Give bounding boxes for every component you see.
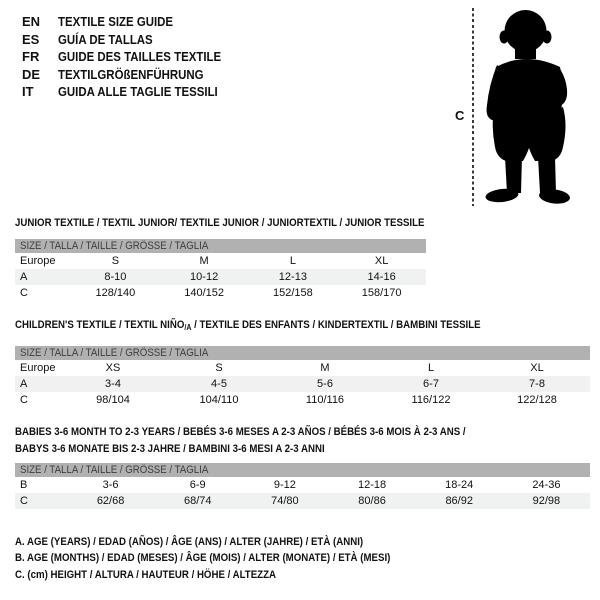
guide-title-en: TEXTILE SIZE GUIDE bbox=[58, 14, 174, 29]
size-cell: XS bbox=[105, 362, 121, 374]
language-row-de bbox=[22, 66, 243, 84]
row-label: B bbox=[20, 479, 28, 491]
table-row-age bbox=[15, 376, 590, 392]
children-table-title-text: CHILDREN'S TEXTILE / TEXTIL $NIÑO_{/A}$ / TEXTILE DES ENFANTS / KINDERTEXTIL / BAMBINI TESSILE bbox=[15, 319, 481, 332]
size-cell: S bbox=[215, 362, 223, 374]
height-cell: 74/80 bbox=[241, 493, 328, 509]
height-cell: 98/104 bbox=[96, 394, 130, 406]
size-header-label: SIZE / TALLA / TAILLE / GRÖSSE / TAGLIA bbox=[20, 464, 209, 476]
height-cell: 152/158 bbox=[272, 287, 313, 299]
size-cell: XL bbox=[530, 362, 544, 374]
footnote-age-years: A. AGE (YEARS) / EDAD (AÑOS) / ÂGE (ANS) / ALTER (JAHRE) / ETÀ (ANNI) bbox=[15, 536, 364, 548]
nino-a-subscript: /A bbox=[184, 323, 192, 332]
months-cell: 3-6 bbox=[102, 479, 119, 491]
footnote-height-cm: C. (cm) HEIGHT / ALTURA / HAUTEUR / HÖHE / ALTEZZA bbox=[15, 568, 277, 581]
age-cell: 10-12 bbox=[160, 269, 249, 285]
size-cell: L bbox=[427, 362, 435, 374]
months-cell: 18-24 bbox=[445, 479, 474, 491]
language-row-es bbox=[22, 31, 243, 49]
junior-table-title-text: JUNIOR TEXTILE / TEXTIL JUNIOR/ TEXTILE JUNIOR / JUNIORTEXTIL / JUNIOR TESSILE bbox=[15, 217, 425, 229]
language-row-en bbox=[22, 13, 243, 31]
children-table-title bbox=[15, 319, 544, 332]
table-row-months bbox=[15, 477, 590, 493]
language-code: FR bbox=[22, 49, 40, 65]
babies-size-table bbox=[15, 463, 590, 509]
height-cell: 140/152 bbox=[184, 287, 224, 299]
guide-title-es: GUÍA DE TALLAS bbox=[58, 31, 153, 47]
babies-table-title bbox=[15, 424, 527, 457]
table-row-age bbox=[15, 269, 426, 285]
row-label: A bbox=[15, 376, 60, 392]
language-title-list bbox=[22, 13, 243, 101]
size-header-bar bbox=[15, 239, 426, 253]
height-cell: 62/68 bbox=[67, 493, 154, 509]
height-measure-label: C bbox=[455, 108, 465, 123]
age-cell: 14-16 bbox=[337, 269, 426, 285]
months-cell: 24-36 bbox=[532, 479, 561, 491]
footnote-age-months: B. AGE (MONTHS) / EDAD (MESES) / ÂGE (MOIS) / ALTER (MONATE) / ETÀ (MESI) bbox=[15, 552, 391, 565]
age-cell: 4-5 bbox=[166, 376, 272, 392]
language-code: EN bbox=[22, 14, 41, 29]
height-cell: 110/116 bbox=[305, 394, 345, 406]
table-row-height bbox=[15, 285, 426, 301]
table-row-europe bbox=[15, 360, 590, 376]
guide-title-de: TEXTILGRÖßENFÜHRUNG bbox=[58, 66, 204, 82]
babies-title-line1: BABIES 3-6 MONTH TO 2-3 YEARS / BEBÉS 3-6 MESES A 2-3 AÑOS / BÉBÉS 3-6 MOIS À 2-3 ANS / bbox=[15, 426, 466, 438]
language-code: IT bbox=[22, 84, 34, 100]
language-code: DE bbox=[22, 66, 41, 82]
row-label: C bbox=[20, 287, 28, 299]
size-header-label: SIZE / TALLA / TAILLE / GRÖSSE / TAGLIA bbox=[20, 240, 209, 252]
age-cell: 6-7 bbox=[378, 376, 484, 392]
height-cell: 158/170 bbox=[361, 287, 402, 299]
language-code: ES bbox=[22, 31, 40, 47]
size-header-bar bbox=[15, 346, 590, 360]
height-cell: 128/140 bbox=[95, 287, 136, 299]
table-row-height bbox=[15, 392, 590, 408]
size-cell: S bbox=[111, 255, 120, 267]
age-cell: 7-8 bbox=[484, 376, 590, 392]
junior-table-title bbox=[15, 217, 480, 229]
months-cell: 9-12 bbox=[273, 479, 296, 491]
children-size-table bbox=[15, 346, 590, 408]
row-label: A bbox=[15, 269, 71, 285]
height-dashed-line bbox=[472, 8, 474, 206]
row-label: Europe bbox=[20, 255, 56, 267]
height-cell: 68/74 bbox=[154, 493, 241, 509]
height-cell: 104/110 bbox=[199, 394, 239, 406]
months-cell: 12-18 bbox=[357, 479, 387, 491]
row-label: C bbox=[20, 394, 28, 406]
table-row-height bbox=[15, 493, 590, 509]
size-cell: M bbox=[320, 362, 330, 374]
size-cell: L bbox=[289, 255, 296, 267]
row-label: Europe bbox=[20, 362, 56, 374]
height-cell: 86/92 bbox=[416, 493, 503, 509]
toddler-silhouette-icon bbox=[482, 5, 577, 205]
height-cell: 92/98 bbox=[503, 493, 590, 509]
height-cell: 116/122 bbox=[411, 394, 451, 406]
age-cell: 5-6 bbox=[272, 376, 378, 392]
size-header-label: SIZE / TALLA / TAILLE / GRÖSSE / TAGLIA bbox=[20, 347, 209, 359]
age-cell: 3-4 bbox=[60, 376, 166, 392]
babies-title-line2: BABYS 3-6 MONATE BIS 2-3 JAHRE / BAMBINI 3-6 MESI A 2-3 ANNI bbox=[15, 442, 325, 455]
guide-title-it: GUIDA ALLE TAGLIE TESSILI bbox=[58, 84, 218, 100]
height-cell: 80/86 bbox=[328, 493, 415, 509]
junior-size-table bbox=[15, 239, 426, 301]
table-row-europe bbox=[15, 253, 426, 269]
height-cell: 122/128 bbox=[517, 394, 557, 406]
size-cell: XL bbox=[374, 255, 389, 267]
age-cell: 12-13 bbox=[249, 269, 338, 285]
guide-title-fr: GUIDE DES TAILLES TEXTILE bbox=[58, 49, 222, 65]
row-label: C bbox=[15, 493, 67, 509]
size-cell: M bbox=[199, 255, 209, 267]
language-row-it bbox=[22, 83, 243, 101]
language-row-fr bbox=[22, 48, 243, 66]
age-cell: 8-10 bbox=[71, 269, 160, 285]
size-header-bar bbox=[15, 463, 590, 477]
months-cell: 6-9 bbox=[189, 479, 206, 491]
legend-footnotes bbox=[15, 534, 442, 583]
